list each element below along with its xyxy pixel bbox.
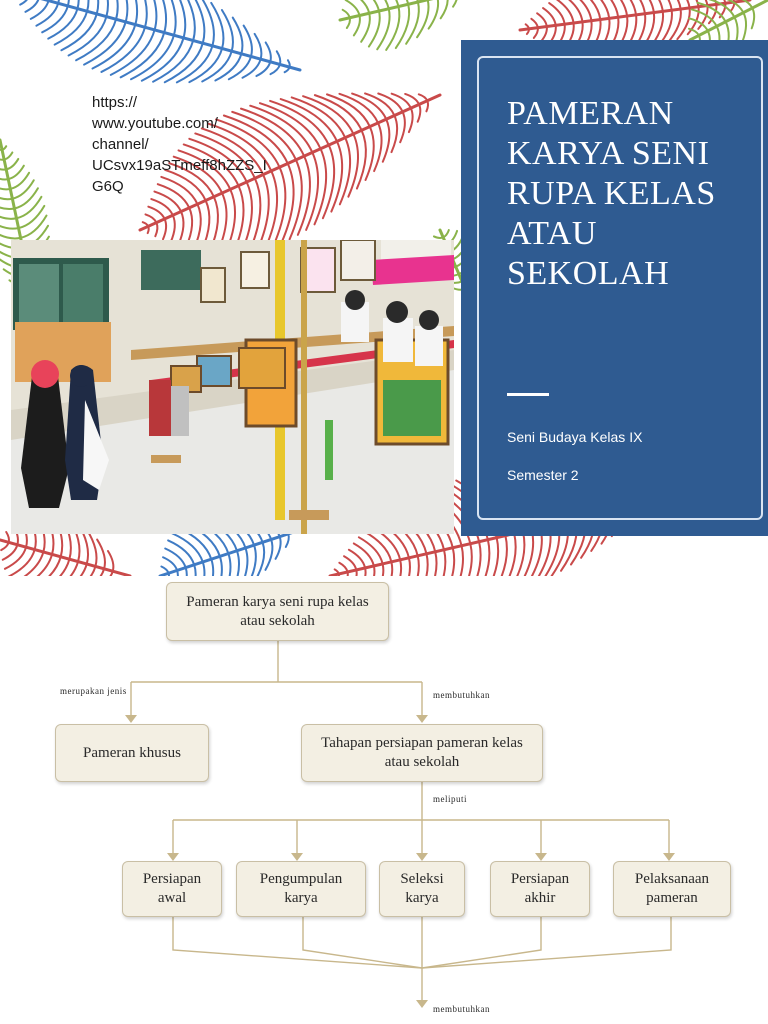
node-step-5 [613, 861, 731, 917]
edge-label-includes: meliputi [433, 794, 467, 804]
url-line-5: G6Q [92, 178, 124, 195]
title-line-5: SEKOLAH [507, 255, 670, 292]
node-tahapan-label: Tahapan persiapan pameran kelas atau sekolah [321, 735, 523, 770]
exhibition-photo [11, 240, 454, 534]
title-line-4: ATAU [507, 215, 597, 252]
node-step-4 [490, 861, 590, 917]
concept-map [0, 576, 768, 1024]
node-pameran-khusus-label: Pameran khusus [83, 744, 181, 761]
node-step-2-label: Pengumpulan karya [259, 871, 343, 906]
subtitle-semester: Semester 2 [507, 467, 579, 483]
concept-map-connectors [0, 576, 768, 1024]
slide-title [507, 94, 747, 294]
node-step-1 [122, 861, 222, 917]
url-line-4: UCsvx19aSTmeff8hZZS_I [92, 157, 267, 174]
url-line-1: https:// [92, 94, 138, 111]
node-root-label: Pameran karya seni rupa kelas atau sekolah [186, 593, 369, 629]
url-line-3: channel/ [92, 136, 149, 153]
title-line-3: RUPA KELAS [507, 175, 716, 212]
url-line-2: www.youtube.com/ [92, 115, 218, 132]
title-divider [507, 393, 549, 396]
node-step-3-label: Seleksi karya [400, 871, 444, 906]
node-step-4-label: Persiapan akhir [510, 871, 570, 906]
node-tahapan [301, 724, 543, 782]
node-step-3 [379, 861, 465, 917]
node-step-5-label: Pelaksanaan pameran [634, 871, 710, 906]
title-line-1: PAMERAN [507, 95, 674, 132]
node-pameran-khusus [55, 724, 209, 782]
node-step-1-label: Persiapan awal [142, 871, 202, 906]
subtitle-course: Seni Budaya Kelas IX [507, 429, 643, 445]
edge-label-needs: membutuhkan [433, 690, 490, 700]
youtube-url-text[interactable] [92, 92, 292, 197]
node-step-2 [236, 861, 366, 917]
edge-label-needs-bottom: membutuhkan [433, 1004, 490, 1014]
title-line-2: KARYA SENI [507, 135, 710, 172]
node-root [166, 582, 389, 641]
edge-label-type: merupakan jenis [60, 686, 127, 696]
